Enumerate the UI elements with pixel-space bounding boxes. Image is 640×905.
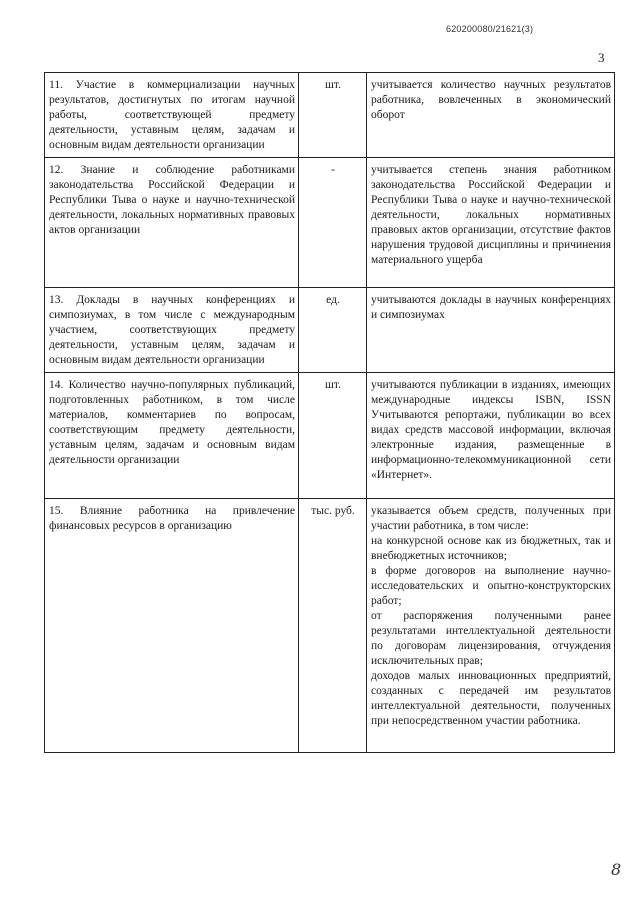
description-cell: учитывается степень знания работником законодательства Российской Федерации и Республики Тыва о науке и научно-технической деятельности, локальных нормативных правовых актов организации, отсутствие фактов нарушения трудовой дисциплины и причинения материального ущерба: [367, 158, 615, 288]
table-row: [45, 373, 615, 499]
table-row: [45, 499, 615, 753]
unit-cell: шт.: [299, 73, 367, 158]
description-cell: [367, 499, 615, 753]
criteria-table: [44, 72, 615, 753]
criterion-cell: 14. Количество научно-популярных публикаций, подготовленных работником, в том числе материалов, комментариев по вопросам, соответствующим предмету деятельности, уставным целям, задачам и основным видам деятельности организации: [45, 373, 299, 499]
handwritten-page-mark: 8: [611, 860, 622, 879]
criterion-cell: 15. Влияние работника на привлечение финансовых ресурсов в организацию: [45, 499, 299, 753]
unit-cell: ед.: [299, 288, 367, 373]
description-cell: учитываются публикации в изданиях, имеющих международные индексы ISBN, ISSN Учитываются репортажи, публикации во всех видах средств массовой информации, включая электронные издания, размещенные в информационно-телекоммуникационной сети «Интернет».: [367, 373, 615, 499]
description-line: указывается объем средств, полученных при участии работника, в том числе:: [371, 505, 611, 532]
criterion-cell: 11. Участие в коммерциализации научных результатов, достигнутых по итогам научной работы, соответствующей предмету деятельности, уставным целям, задачам и основным видам деятельности организации: [45, 73, 299, 158]
description-line: от распоряжения полученными ранее результатами интеллектуальной деятельности по договорам лицензирования, отчуждения исключительных прав;: [371, 610, 611, 667]
criterion-cell: 12. Знание и соблюдение работниками законодательства Российской Федерации и Республики Тыва о науке и научно-технической деятельности, локальных нормативных правовых актов организации: [45, 158, 299, 288]
table-row: [45, 73, 615, 158]
unit-cell: -: [299, 158, 367, 288]
page-number: 3: [598, 50, 605, 65]
unit-cell: тыс. руб.: [299, 499, 367, 753]
document-id: 620200080/21621(3): [446, 24, 534, 34]
description-line: в форме договоров на выполнение научно-исследовательских и опытно-конструкторских работ;: [371, 565, 611, 607]
table-row: [45, 158, 615, 288]
description-line: на конкурсной основе как из бюджетных, так и внебюджетных источников;: [371, 535, 611, 562]
unit-cell: шт.: [299, 373, 367, 499]
description-cell: учитывается количество научных результатов работника, вовлеченных в экономический оборот: [367, 73, 615, 158]
description-line: доходов малых инновационных предприятий, созданных с передачей им результатов интеллектуальной деятельности, полученных при непосредственном участии работника.: [371, 670, 611, 727]
table-row: [45, 288, 615, 373]
description-cell: учитываются доклады в научных конференциях и симпозиумах: [367, 288, 615, 373]
criterion-cell: 13. Доклады в научных конференциях и симпозиумах, в том числе с международным участием, соответствующих предмету деятельности, уставным целям, задачам и основным видам деятельности организации: [45, 288, 299, 373]
